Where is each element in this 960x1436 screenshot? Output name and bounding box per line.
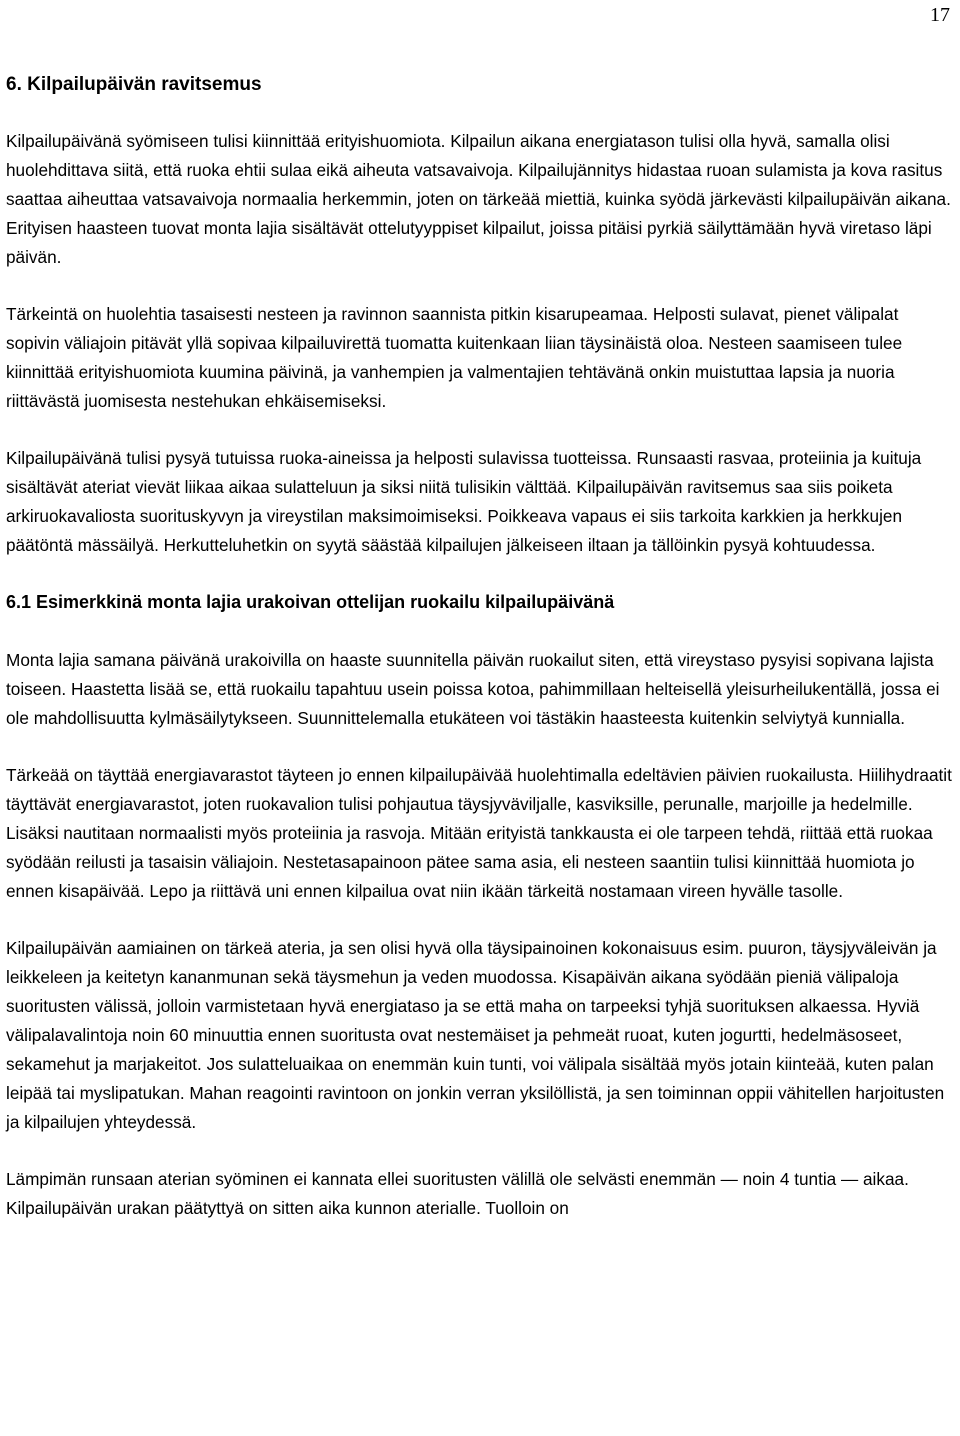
section-heading: 6. Kilpailupäivän ravitsemus — [6, 74, 262, 95]
paragraph: Lämpimän runsaan aterian syöminen ei kannata ellei suoritusten välillä ole selvästi enemmän — noin 4 tuntia — aikaa. Kilpailupäivän urakan päätyttyä on sitten aika kunnon aterialle. Tuolloin on — [6, 1169, 909, 1218]
page-number: 17 — [930, 4, 950, 26]
paragraph: Tärkeää on täyttää energiavarastot täyteen jo ennen kilpailupäivää huolehtimalla edeltävien päivien ruokailusta. Hiilihydraatit täyttävät energiavarastot, joten ruokavalion tulisi pohjautua täysjyväviljalle, kasviksille, perunalle, marjoille ja hedelmille. Lisäksi nautitaan normaalisti myös proteiinia ja rasvoja. Mitään erityistä tankkausta ei ole tarpeen tehdä, riittää että ruokaa syödään reilusti ja tasaisin väliajoin. Nestetasapainoon pätee sama asia, eli nesteen saantiin tulisi kiinnittää huomiota jo ennen kisapäivää. Lepo ja riittävä uni ennen kilpailua ovat niin ikään tärkeitä nostamaan vireen hyvälle tasolle. — [6, 765, 952, 901]
document-body — [6, 70, 956, 1223]
subsection-heading: 6.1 Esimerkkinä monta lajia urakoivan ottelijan ruokailu kilpailupäivänä — [6, 592, 615, 612]
paragraph: Monta lajia samana päivänä urakoivilla on haaste suunnitella päivän ruokailut siten, että vireystaso pysyisi sopivana lajista toiseen. Haastetta lisää se, että ruokailu tapahtuu usein poissa kotoa, pahimmillaan helteisellä yleisurheilukentällä, jossa ei ole mahdollisuutta kylmäsäilytykseen. Suunnittelemalla etukäteen voi tästäkin haasteesta kuitenkin selviytyä kunnialla. — [6, 650, 940, 728]
paragraph: Kilpailupäivänä tulisi pysyä tutuissa ruoka-aineissa ja helposti sulavissa tuotteissa. Runsaasti rasvaa, proteiinia ja kuituja sisältävät ateriat vievät liikaa aikaa sulatteluun ja siksi niitä tulisikin välttää. Kilpailupäivän ravitsemus saa siis poiketa arkiruokavaliosta suorituskyvyn ja vireystilan maksimoimiseksi. Poikkeava vapaus ei siis tarkoita karkkien ja herkkujen päätöntä mässäilyä. Herkutteluhetkin on syytä säästää kilpailujen jälkeiseen iltaan ja tällöinkin pysyä kohtuudessa. — [6, 448, 922, 555]
paragraph: Kilpailupäivänä syömiseen tulisi kiinnittää erityishuomiota. Kilpailun aikana energiatason tulisi olla hyvä, samalla olisi huolehdittava siitä, että ruoka ehtii sulaa eikä aiheuta vatsavaivoja. Kilpailujännitys hidastaa ruoan sulamista ja kova rasitus saattaa aiheuttaa vatsavaivoja normaalia herkemmin, joten on tärkeää miettiä, kuinka syödä järkevästi kilpailupäivän aikana. Erityisen haasteen tuovat monta lajia sisältävät ottelutyyppiset kilpailut, joissa pitäisi pyrkiä säilyttämään hyvä viretaso läpi päivän. — [6, 131, 951, 267]
paragraph: Kilpailupäivän aamiainen on tärkeä ateria, ja sen olisi hyvä olla täysipainoinen kokonaisuus esim. puuron, täysjyväleivän ja leikkeleen ja keitetyn kananmunan sekä täysmehun ja veden muodossa. Kisapäivän aikana syödään pieniä välipaloja suoritusten välissä, jolloin varmistetaan hyvä energiataso ja se että maha on tarpeeksi tyhjä suorituksen alkaessa. Hyviä välipalavalintoja noin 60 minuuttia ennen suoritusta ovat nestemäiset ja pehmeät ruoat, kuten jogurtti, hedelmäsoseet, sekamehut ja marjakeitot. Jos sulatteluaikaa on enemmän kuin tunti, voi välipala sisältää myös jotain kiinteää, kuten palan leipää tai myslipatukan. Mahan reagointi ravintoon on jonkin verran yksilöllistä, ja sen toiminnan oppii vähitellen harjoitusten ja kilpailujen yhteydessä. — [6, 938, 945, 1132]
paragraph: Tärkeintä on huolehtia tasaisesti nesteen ja ravinnon saannista pitkin kisarupeamaa. Helposti sulavat, pienet välipalat sopivin väliajoin pitävät yllä sopivaa kilpailuvirettä tuomatta kuitenkaan liian täysinäistä oloa. Nesteen saamiseen tulee kiinnittää erityishuomiota kuumina päivinä, ja vanhempien ja valmentajien tehtävänä onkin muistuttaa lapsia ja nuoria riittävästä juomisesta nestehukan ehkäisemiseksi. — [6, 304, 903, 411]
